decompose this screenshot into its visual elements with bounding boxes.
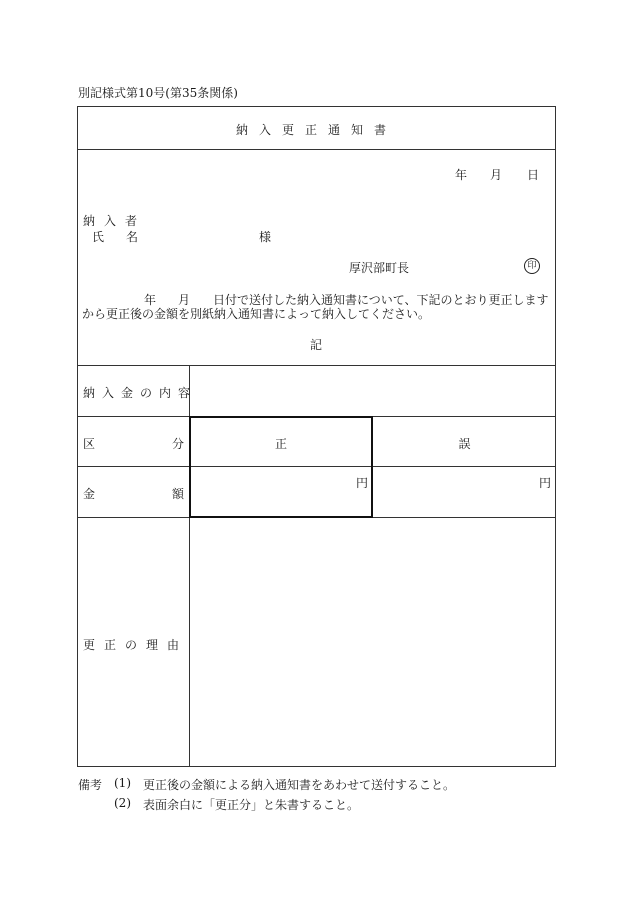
note-2-number: (2) <box>114 796 131 810</box>
correct-column-highlight <box>189 416 373 518</box>
date-year: 年 <box>455 168 468 182</box>
body-line1: 日付で送付した納入通知書について、下記のとおり更正します <box>213 293 549 307</box>
note-1-text: 更正後の金額による納入通知書をあわせて送付すること。 <box>143 778 456 792</box>
category-label-a: 区 <box>83 437 96 451</box>
amount-label-a: 金 <box>83 487 96 501</box>
honorific: 様 <box>259 230 272 244</box>
content-label: 納入金の内容 <box>83 386 198 400</box>
header-divider <box>77 365 556 366</box>
payer-heading: 納入者 <box>83 214 147 228</box>
date-month: 月 <box>490 168 503 182</box>
reason-label: 更正の理由 <box>83 638 189 652</box>
body-year: 年 <box>144 293 157 307</box>
seal-mark: 印 <box>524 258 540 274</box>
form-title: 納入更正通知書 <box>235 123 397 137</box>
title-divider <box>77 149 556 150</box>
ki-note-mark: 記 <box>310 338 323 352</box>
date-day: 日 <box>527 168 540 182</box>
wrong-header: 誤 <box>458 437 471 451</box>
correct-header: 正 <box>274 437 287 451</box>
body-line2: から更正後の金額を別紙納入通知書によって納入してください。 <box>82 307 431 321</box>
note-1-number: (1) <box>114 776 131 790</box>
issuer-title: 厚沢部町長 <box>349 261 410 275</box>
notes-heading: 備考 <box>78 778 103 792</box>
yen-unit-wrong: 円 <box>539 476 552 490</box>
category-label-b: 分 <box>172 437 185 451</box>
form-number-label: 別記様式第10号(第35条関係) <box>78 86 238 100</box>
amount-label-b: 額 <box>172 487 185 501</box>
note-2-text: 表面余白に「更正分」と朱書すること。 <box>143 798 360 812</box>
body-month: 月 <box>178 293 191 307</box>
yen-unit-correct: 円 <box>356 476 369 490</box>
payer-name-label: 氏名 <box>92 230 161 244</box>
